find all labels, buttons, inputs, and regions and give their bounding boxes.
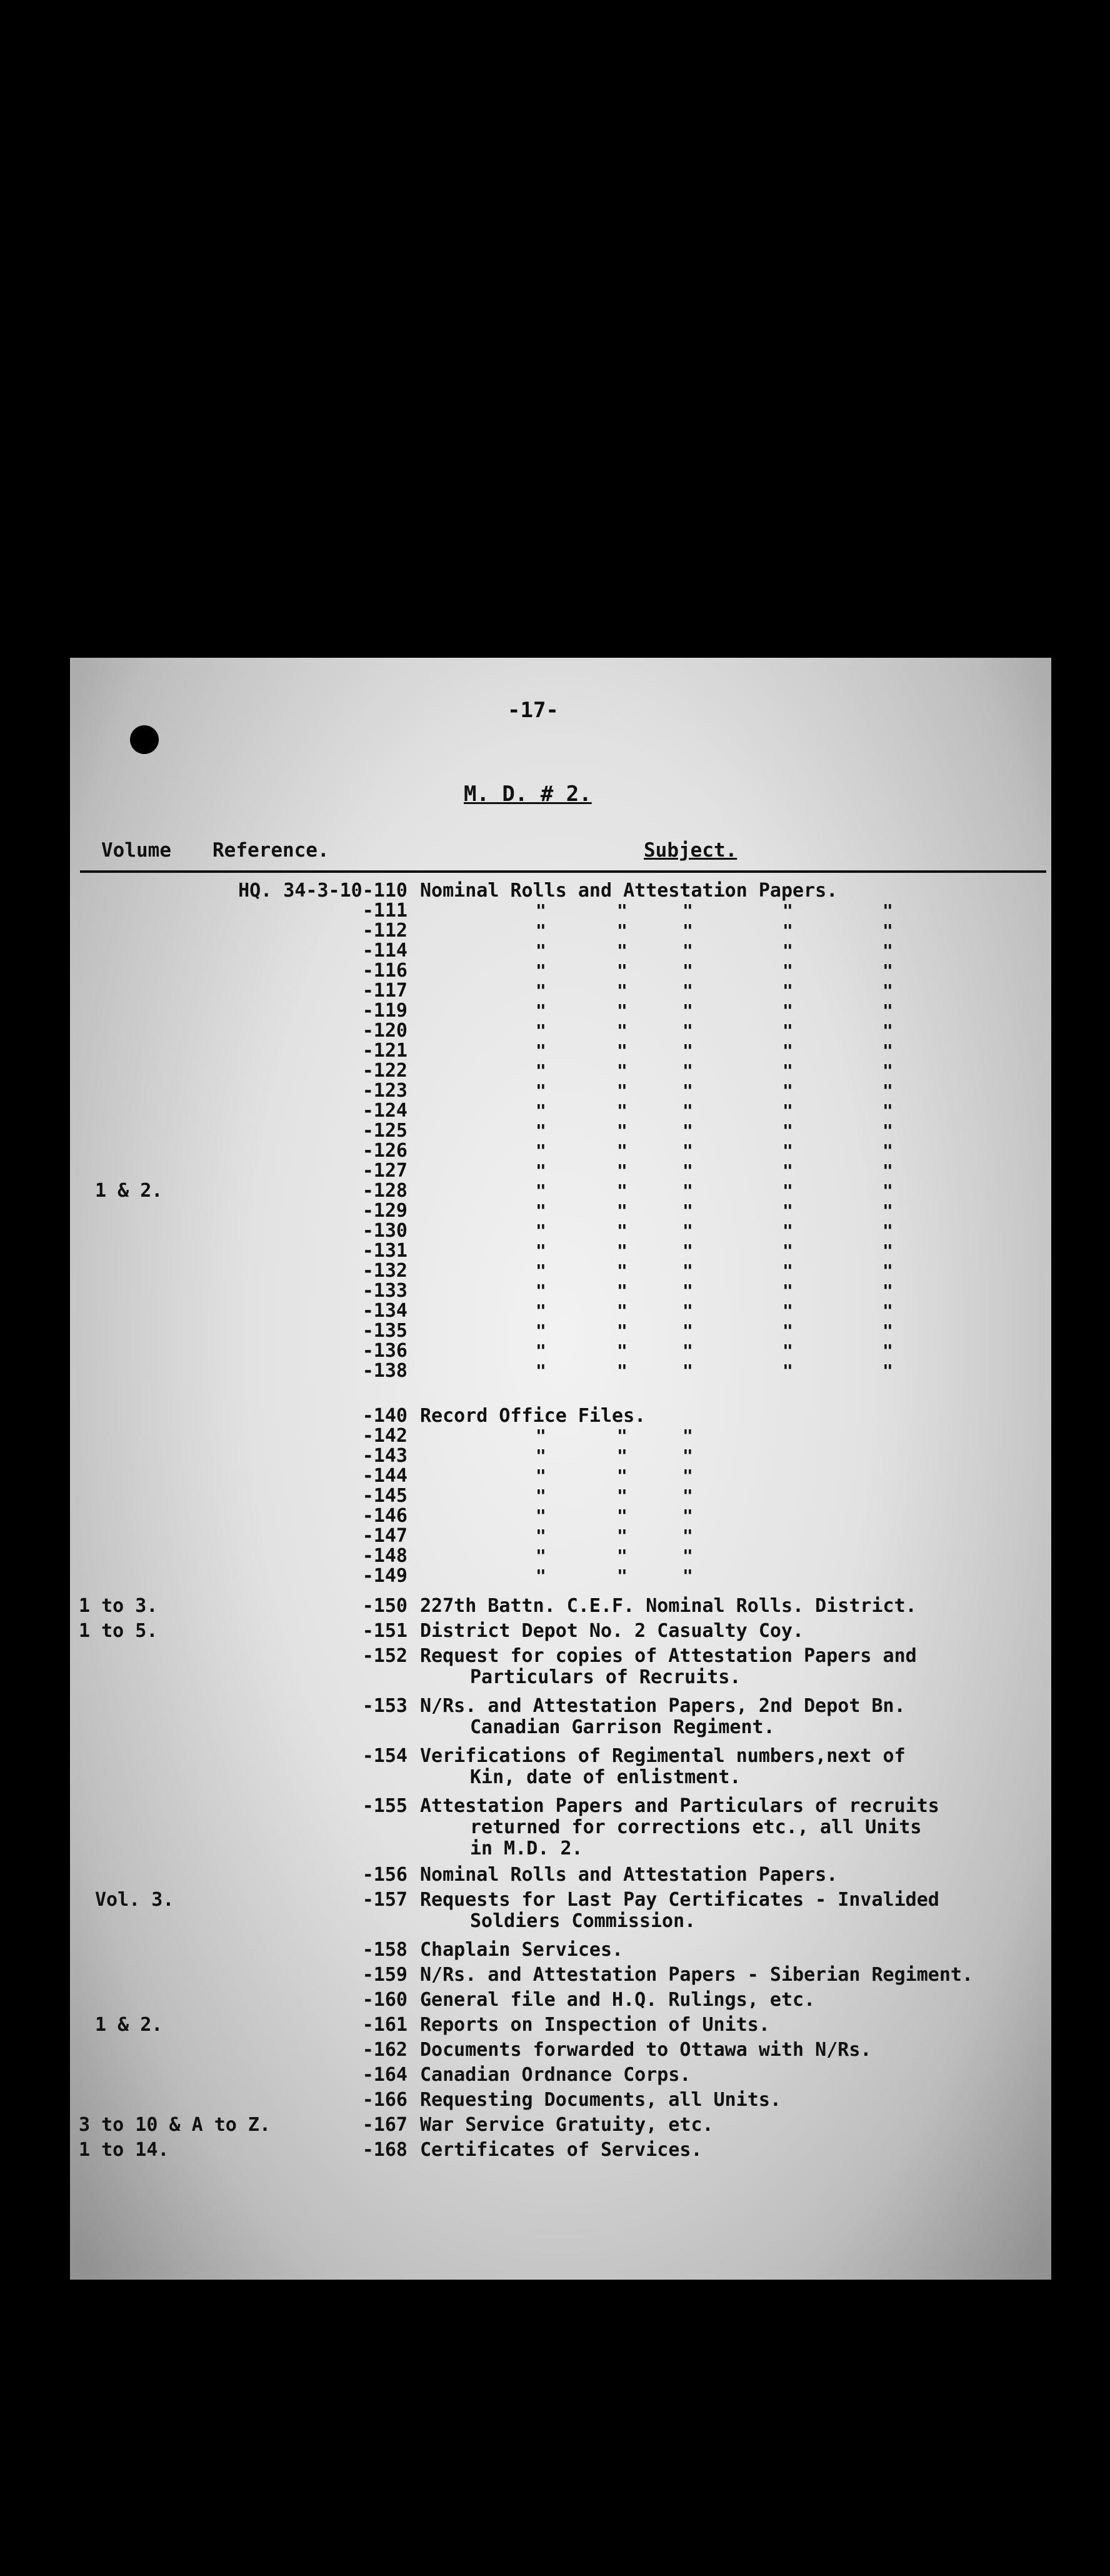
ditto-mark: " [782, 1160, 793, 1181]
reference-cell: -131 [362, 1240, 408, 1262]
ditto-mark: " [682, 1080, 693, 1101]
reference-cell: -121 [362, 1040, 408, 1062]
subject-line: N/Rs. and Attestation Papers - Siberian Regiment. [420, 1964, 974, 1986]
ditto-mark: " [682, 1220, 693, 1241]
reference-cell: -120 [362, 1020, 408, 1042]
ditto-mark: " [536, 1080, 546, 1101]
ditto-mark: " [536, 1506, 546, 1526]
volume-cell: 1 & 2. [95, 1180, 163, 1202]
ditto-mark: " [882, 1280, 893, 1301]
column-header-subject: Subject. [644, 839, 738, 862]
subject-cell [420, 2065, 1045, 2086]
reference-cell: -166 [362, 2089, 408, 2111]
ditto-mark: " [882, 1060, 893, 1081]
ditto-mark: " [782, 1000, 793, 1021]
subject-line: Verifications of Regimental numbers,next of [420, 1745, 906, 1767]
ditto-mark: " [617, 1466, 628, 1486]
reference-cell: -138 [362, 1360, 408, 1382]
subject-continuation-line: Canadian Garrison Regiment. [470, 1716, 775, 1738]
page-number: -17- [508, 698, 559, 723]
ditto-mark: " [617, 1321, 628, 1341]
ditto-mark: " [682, 1040, 693, 1061]
ditto-mark: " [682, 1240, 693, 1261]
subject-line: War Service Gratuity, etc. [420, 2114, 714, 2136]
ditto-mark: " [682, 1000, 693, 1021]
ditto-mark: " [617, 920, 628, 941]
subject-line: Requests for Last Pay Certificates - Invalided [420, 1889, 939, 1911]
ditto-mark: " [882, 1361, 893, 1381]
ditto-mark: " [782, 940, 793, 961]
reference-cell: -157 [362, 1889, 408, 1911]
subject-line: Attestation Papers and Particulars of recruits [420, 1795, 939, 1817]
ditto-mark: " [617, 1546, 628, 1566]
reference-cell: -164 [362, 2064, 408, 2086]
ditto-mark: " [682, 1301, 693, 1321]
volume-cell: Vol. 3. [95, 1889, 174, 1911]
ditto-mark: " [882, 1000, 893, 1021]
ditto-mark: " [682, 1426, 693, 1446]
reference-cell: -149 [362, 1565, 408, 1587]
reference-cell: -114 [362, 940, 408, 962]
ditto-mark: " [617, 1160, 628, 1181]
reference-cell: -161 [362, 2014, 408, 2036]
ditto-mark: " [536, 1280, 546, 1301]
ditto-mark: " [617, 1180, 628, 1201]
subject-continuation-line: Kin, date of enlistment. [470, 1766, 741, 1788]
reference-cell: -128 [362, 1180, 408, 1202]
subject-line: Request for copies of Attestation Papers and [420, 1645, 917, 1667]
ditto-mark: " [682, 1566, 693, 1586]
subject-line: N/Rs. and Attestation Papers, 2nd Depot Bn. [420, 1695, 906, 1717]
ditto-mark: " [682, 1446, 693, 1466]
ditto-mark: " [782, 1321, 793, 1341]
ditto-mark: " [617, 1140, 628, 1161]
ditto-mark: " [536, 1140, 546, 1161]
ditto-mark: " [882, 1080, 893, 1101]
reference-cell: -148 [362, 1545, 408, 1567]
ditto-mark: " [682, 900, 693, 921]
reference-cell: -130 [362, 1220, 408, 1242]
ditto-mark: " [536, 1546, 546, 1566]
ditto-mark: " [682, 1140, 693, 1161]
reference-cell: -146 [362, 1505, 408, 1527]
ditto-mark: " [536, 900, 546, 921]
ditto-mark: " [682, 960, 693, 981]
reference-cell: -125 [362, 1120, 408, 1142]
ditto-mark: " [782, 1060, 793, 1081]
ditto-mark: " [882, 960, 893, 981]
ditto-mark: " [882, 900, 893, 921]
subject-cell [420, 2115, 1045, 2136]
volume-cell: 3 to 10 & A to Z. [79, 2114, 271, 2136]
ditto-mark: " [617, 1486, 628, 1506]
subject-line: District Depot No. 2 Casualty Coy. [420, 1620, 804, 1642]
subject-cell [420, 2015, 1045, 2036]
ditto-mark: " [682, 1180, 693, 1201]
reference-cell: HQ. 34-3-10-110 [238, 880, 408, 902]
reference-cell: -147 [362, 1525, 408, 1547]
ditto-mark: " [617, 1506, 628, 1526]
ditto-mark: " [536, 1486, 546, 1506]
reference-cell: -159 [362, 1964, 408, 1986]
ditto-mark: " [617, 1280, 628, 1301]
subject-cell [420, 1940, 1045, 1961]
subject-line: Documents forwarded to Ottawa with N/Rs. [420, 2039, 872, 2061]
ditto-mark: " [882, 1020, 893, 1041]
ditto-mark: " [782, 1240, 793, 1261]
ditto-mark: " [617, 1020, 628, 1041]
reference-cell: -158 [362, 1939, 408, 1961]
ditto-mark: " [536, 1120, 546, 1141]
ditto-mark: " [536, 1220, 546, 1241]
ditto-mark: " [617, 1100, 628, 1121]
reference-cell: -156 [362, 1864, 408, 1886]
ditto-mark: " [536, 1160, 546, 1181]
volume-cell: 1 to 5. [79, 1620, 158, 1642]
ditto-mark: " [536, 1361, 546, 1381]
volume-cell: 1 to 14. [79, 2139, 169, 2161]
ditto-mark: " [682, 1506, 693, 1526]
ditto-mark: " [617, 1040, 628, 1061]
ditto-mark: " [536, 1000, 546, 1021]
ditto-mark: " [682, 1361, 693, 1381]
subject-line: Nominal Rolls and Attestation Papers. [420, 1864, 838, 1886]
reference-cell: -144 [362, 1465, 408, 1487]
ditto-mark: " [682, 1526, 693, 1546]
ditto-mark: " [536, 920, 546, 941]
subject-cell [420, 1990, 1045, 2011]
ditto-mark: " [617, 1341, 628, 1361]
subject-continuation-line: returned for corrections etc., all Units [470, 1816, 922, 1838]
ditto-mark: " [617, 960, 628, 981]
ditto-mark: " [617, 1060, 628, 1081]
ditto-mark: " [782, 1080, 793, 1101]
ditto-mark: " [536, 1180, 546, 1201]
ditto-mark: " [682, 1060, 693, 1081]
reference-cell: -122 [362, 1060, 408, 1082]
subject-line: Chaplain Services. [420, 1939, 624, 1961]
ditto-mark: " [617, 900, 628, 921]
ditto-mark: " [882, 1341, 893, 1361]
ditto-mark: " [782, 1200, 793, 1221]
ditto-mark: " [882, 1120, 893, 1141]
ditto-mark: " [617, 1120, 628, 1141]
ditto-mark: " [617, 1200, 628, 1221]
ditto-mark: " [882, 1301, 893, 1321]
subject-line: Reports on Inspection of Units. [420, 2014, 770, 2036]
ditto-mark: " [882, 1180, 893, 1201]
ditto-mark: " [782, 1140, 793, 1161]
ditto-mark: " [682, 1120, 693, 1141]
ditto-mark: " [617, 1446, 628, 1466]
ditto-mark: " [782, 1120, 793, 1141]
subject-line: Record Office Files. [420, 1405, 646, 1427]
reference-cell: -142 [362, 1425, 408, 1447]
ditto-mark: " [536, 1240, 546, 1261]
reference-cell: -111 [362, 900, 408, 922]
subject-cell [420, 1596, 1045, 1617]
ditto-mark: " [536, 1446, 546, 1466]
subject-continuation-line: Particulars of Recruits. [470, 1666, 741, 1688]
ditto-mark: " [617, 1361, 628, 1381]
reference-cell: -116 [362, 960, 408, 982]
ditto-mark: " [882, 940, 893, 961]
ditto-mark: " [682, 1020, 693, 1041]
reference-cell: -133 [362, 1280, 408, 1302]
ditto-mark: " [882, 1160, 893, 1181]
reference-cell: -126 [362, 1140, 408, 1162]
ditto-mark: " [782, 1280, 793, 1301]
reference-cell: -162 [362, 2039, 408, 2061]
ditto-mark: " [782, 1260, 793, 1281]
subject-line: 227th Battn. C.E.F. Nominal Rolls. District. [420, 1595, 917, 1617]
ditto-mark: " [782, 1180, 793, 1201]
ditto-mark: " [782, 980, 793, 1001]
column-header-reference: Reference. [212, 839, 329, 862]
district-title: M. D. # 2. [464, 782, 592, 807]
header-rule [80, 870, 1046, 873]
subject-cell [420, 2040, 1045, 2061]
ditto-mark: " [536, 960, 546, 981]
reference-cell: -112 [362, 920, 408, 942]
ditto-mark: " [782, 1100, 793, 1121]
ditto-mark: " [882, 1321, 893, 1341]
reference-cell: -140 [362, 1405, 408, 1427]
ditto-mark: " [682, 1260, 693, 1281]
ditto-mark: " [682, 1546, 693, 1566]
ditto-mark: " [536, 980, 546, 1001]
subject-cell [420, 1646, 1045, 1688]
ditto-mark: " [617, 1260, 628, 1281]
ditto-mark: " [682, 1341, 693, 1361]
reference-cell: -152 [362, 1645, 408, 1667]
reference-cell: -132 [362, 1260, 408, 1282]
ditto-mark: " [682, 1486, 693, 1506]
ditto-mark: " [682, 1321, 693, 1341]
subject-line: Certificates of Services. [420, 2139, 702, 2161]
ditto-mark: " [782, 960, 793, 981]
ditto-mark: " [617, 940, 628, 961]
ditto-mark: " [536, 1466, 546, 1486]
subject-line: General file and H.Q. Rulings, etc. [420, 1989, 816, 2011]
ditto-mark: " [536, 1200, 546, 1221]
ditto-mark: " [682, 1100, 693, 1121]
reference-cell: -154 [362, 1745, 408, 1767]
volume-cell: 1 to 3. [79, 1595, 158, 1617]
subject-line: Canadian Ordnance Corps. [420, 2064, 691, 2086]
ditto-mark: " [882, 1200, 893, 1221]
ditto-mark: " [536, 1426, 546, 1446]
reference-cell: -167 [362, 2114, 408, 2136]
subject-continuation-line: in M.D. 2. [470, 1838, 583, 1859]
reference-cell: -135 [362, 1320, 408, 1342]
reference-cell: -127 [362, 1160, 408, 1182]
ditto-mark: " [782, 900, 793, 921]
ditto-mark: " [536, 1341, 546, 1361]
ditto-mark: " [617, 980, 628, 1001]
ditto-mark: " [682, 1200, 693, 1221]
reference-cell: -143 [362, 1445, 408, 1467]
ditto-mark: " [882, 920, 893, 941]
reference-cell: -129 [362, 1200, 408, 1222]
reference-cell: -160 [362, 1989, 408, 2011]
ditto-mark: " [536, 1040, 546, 1061]
ditto-mark: " [617, 1301, 628, 1321]
ditto-mark: " [882, 980, 893, 1001]
subject-continuation-line: Soldiers Commission. [470, 1910, 696, 1932]
ditto-mark: " [882, 1220, 893, 1241]
ditto-mark: " [782, 1341, 793, 1361]
ditto-mark: " [617, 1220, 628, 1241]
ditto-mark: " [682, 1466, 693, 1486]
ditto-mark: " [536, 1321, 546, 1341]
ditto-mark: " [617, 1240, 628, 1261]
ditto-mark: " [882, 1140, 893, 1161]
ditto-mark: " [536, 1260, 546, 1281]
subject-cell [420, 2090, 1045, 2111]
reference-cell: -134 [362, 1300, 408, 1322]
ditto-mark: " [782, 1301, 793, 1321]
ditto-mark: " [536, 1566, 546, 1586]
subject-cell [420, 1796, 1045, 1859]
ditto-mark: " [536, 1060, 546, 1081]
subject-cell [420, 1889, 1045, 1932]
ditto-mark: " [882, 1100, 893, 1121]
ditto-mark: " [617, 1080, 628, 1101]
subject-line: Requesting Documents, all Units. [420, 2089, 781, 2111]
ditto-mark: " [617, 1526, 628, 1546]
ditto-mark: " [882, 1260, 893, 1281]
subject-cell [420, 1746, 1045, 1788]
reference-cell: -155 [362, 1795, 408, 1817]
reference-cell: -119 [362, 1000, 408, 1022]
subject-line: Nominal Rolls and Attestation Papers. [420, 880, 838, 902]
subject-cell [420, 1864, 1045, 1886]
ditto-mark: " [782, 1361, 793, 1381]
ditto-mark: " [782, 1040, 793, 1061]
ditto-mark: " [617, 1566, 628, 1586]
reference-cell: -153 [362, 1695, 408, 1717]
subject-cell [420, 1406, 1045, 1427]
reference-cell: -136 [362, 1340, 408, 1362]
ditto-mark: " [782, 920, 793, 941]
subject-cell [420, 1696, 1045, 1738]
ditto-mark: " [882, 1040, 893, 1061]
subject-cell [420, 1621, 1045, 1642]
subject-cell [420, 2140, 1045, 2161]
reference-cell: -123 [362, 1080, 408, 1102]
ditto-mark: " [682, 1160, 693, 1181]
subject-cell [420, 880, 1045, 902]
ditto-mark: " [782, 1020, 793, 1041]
ditto-mark: " [536, 1301, 546, 1321]
reference-cell: -151 [362, 1620, 408, 1642]
column-header-volume: Volume [101, 839, 171, 862]
reference-cell: -145 [362, 1485, 408, 1507]
ditto-mark: " [536, 940, 546, 961]
reference-cell: -124 [362, 1100, 408, 1122]
ditto-mark: " [682, 1280, 693, 1301]
ditto-mark: " [682, 940, 693, 961]
ditto-mark: " [536, 1526, 546, 1546]
ditto-mark: " [882, 1240, 893, 1261]
reference-cell: -117 [362, 980, 408, 1002]
volume-cell: 1 & 2. [95, 2014, 163, 2036]
punch-hole [130, 725, 159, 754]
ditto-mark: " [617, 1426, 628, 1446]
reference-cell: -150 [362, 1595, 408, 1617]
ditto-mark: " [617, 1000, 628, 1021]
reference-cell: -168 [362, 2139, 408, 2161]
document-page [70, 658, 1051, 2280]
ditto-mark: " [536, 1020, 546, 1041]
ditto-mark: " [536, 1100, 546, 1121]
ditto-mark: " [782, 1220, 793, 1241]
ditto-mark: " [682, 980, 693, 1001]
subject-cell [420, 1965, 1045, 1986]
ditto-mark: " [682, 920, 693, 941]
